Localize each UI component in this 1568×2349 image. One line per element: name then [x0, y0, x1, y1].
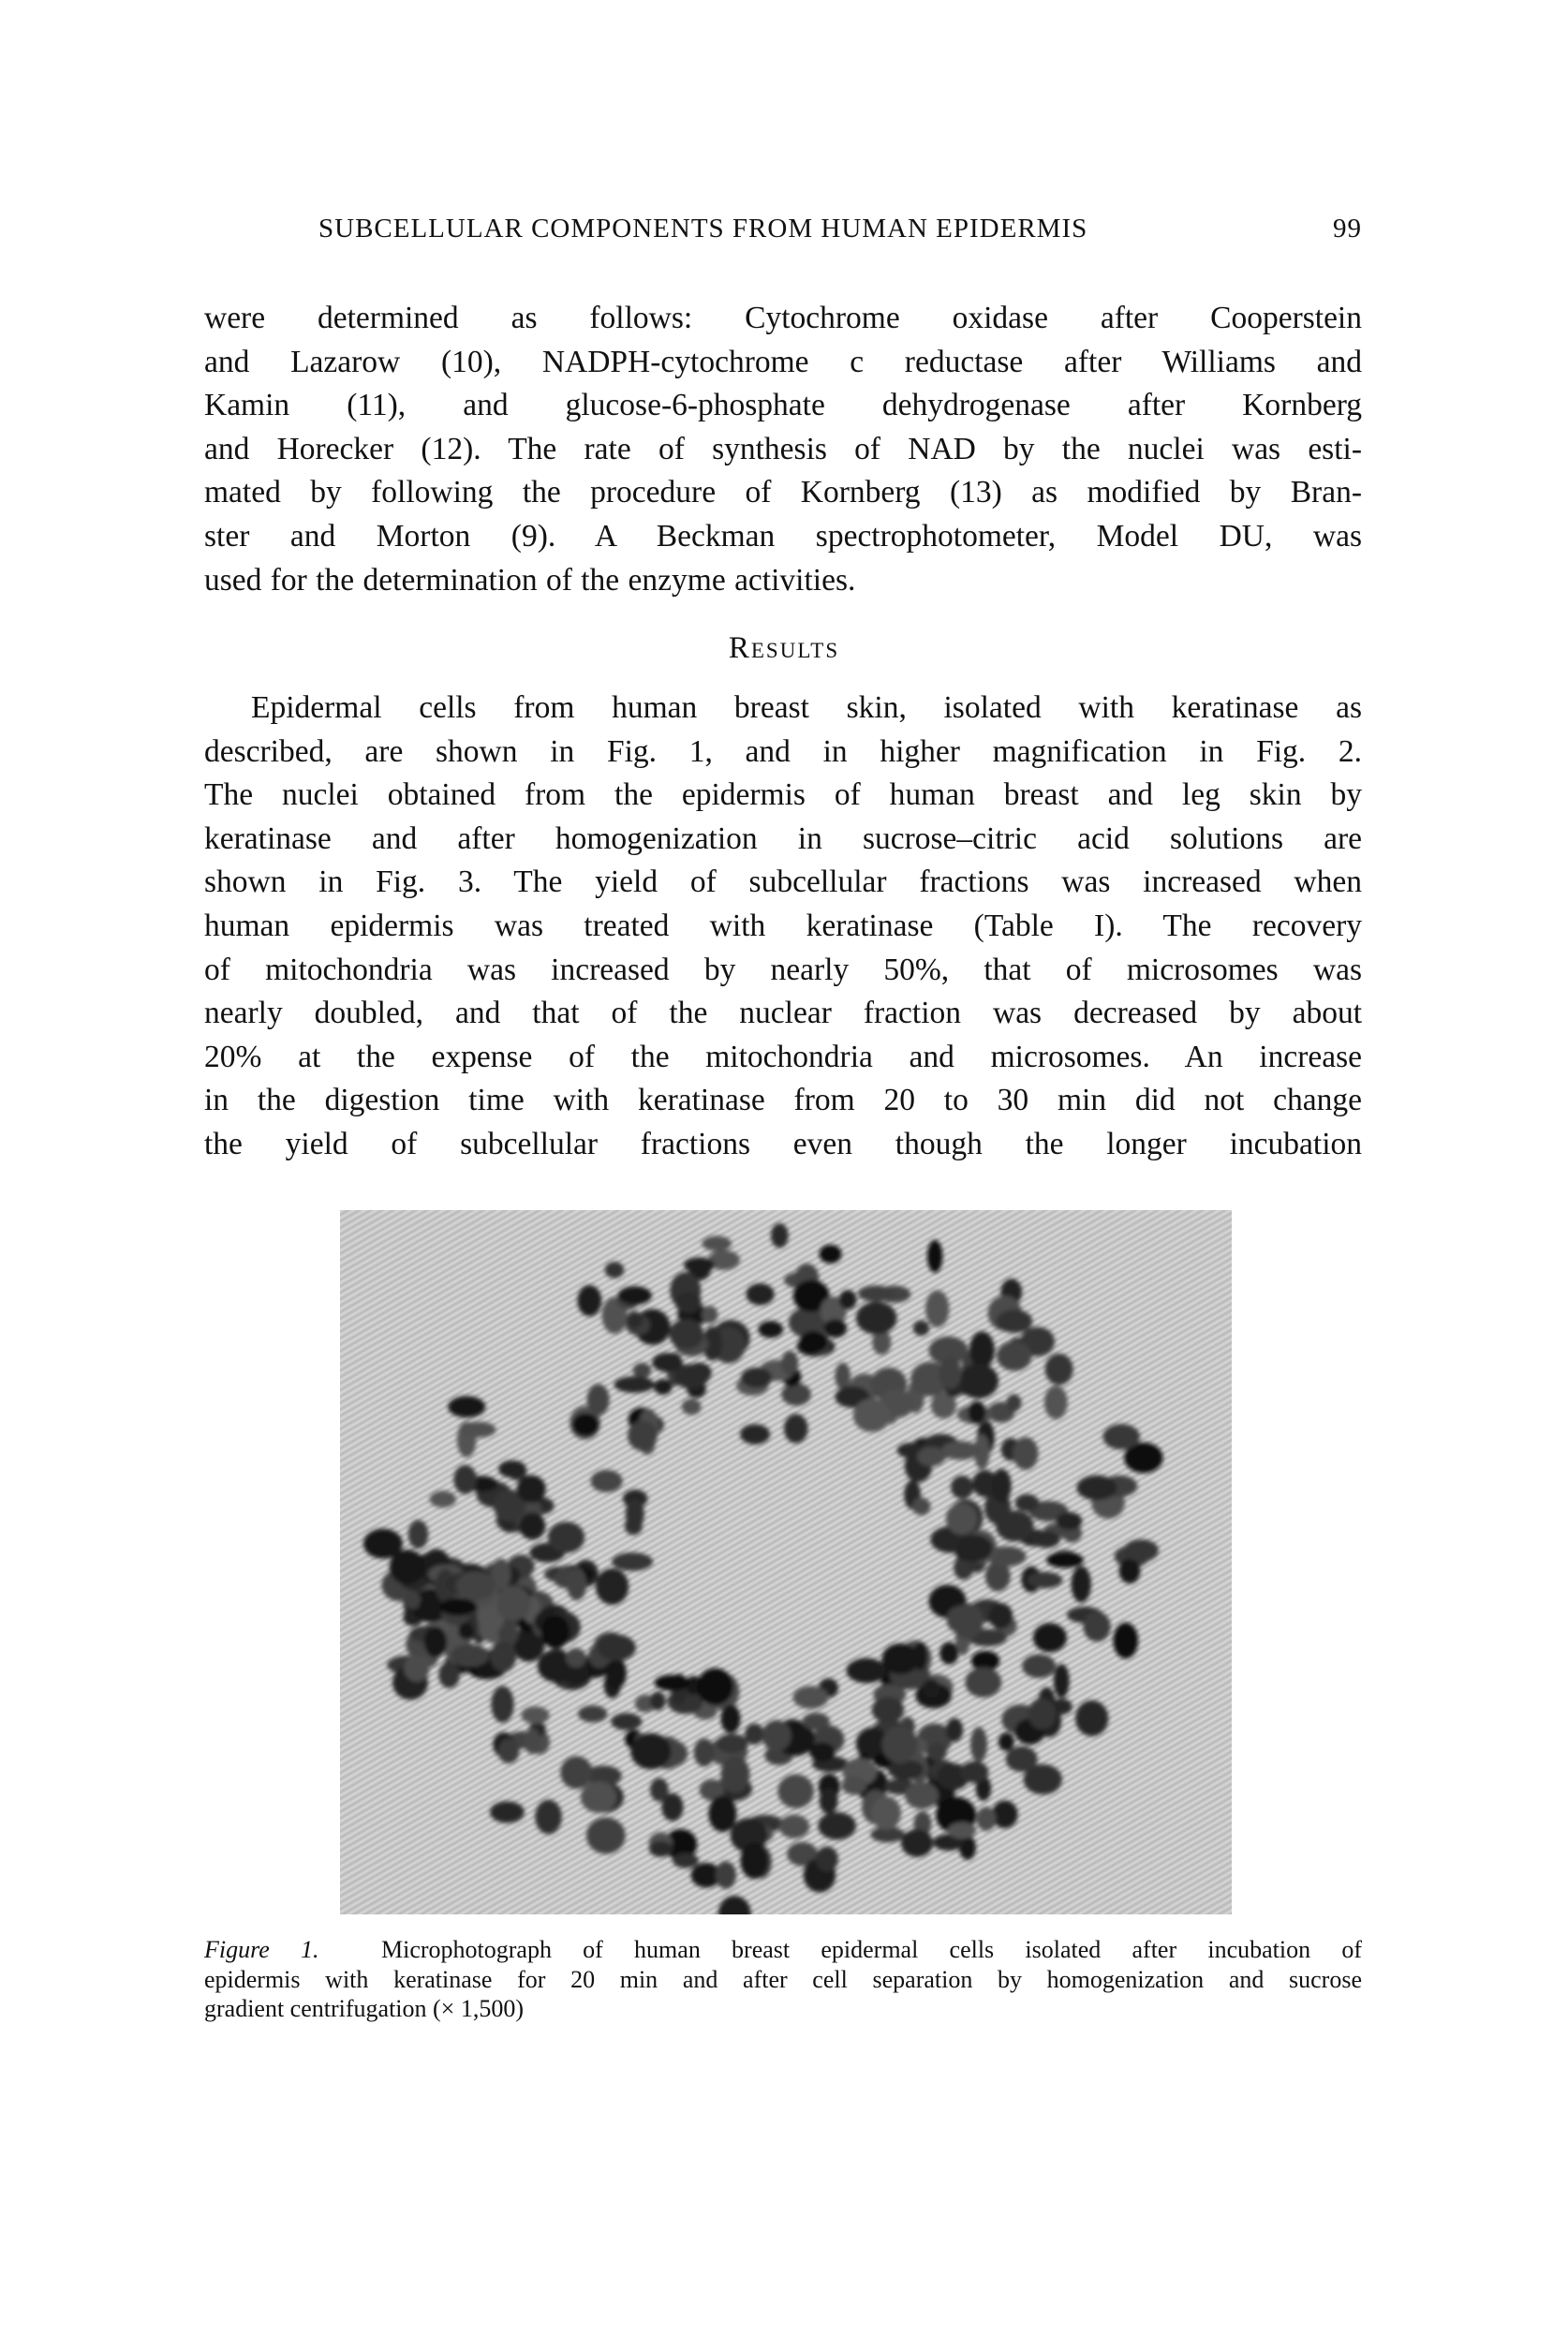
- text-line: shown in Fig. 3. The yield of subcellular fractions was increased when: [204, 864, 1362, 900]
- cell-mark: [605, 1262, 625, 1278]
- cell-mark: [998, 1733, 1014, 1751]
- cell-mark: [439, 1598, 477, 1616]
- running-title: SUBCELLULAR COMPONENTS FROM HUMAN EPIDERMIS: [318, 214, 1088, 244]
- section-heading-results: Results: [728, 631, 840, 665]
- text-line: used for the determination of the enzyme activities.: [204, 562, 856, 598]
- cell-mark: [871, 1796, 901, 1830]
- cell-mark: [1028, 1698, 1057, 1730]
- cell-mark: [519, 1513, 545, 1540]
- cell-mark: [419, 1595, 442, 1617]
- cell-mark: [430, 1491, 456, 1508]
- cell-mark: [997, 1309, 1033, 1333]
- text-line: in the digestion time with keratinase from 20 to 30 min did not change: [204, 1083, 1362, 1118]
- cell-mark: [888, 1759, 925, 1780]
- cell-mark: [596, 1569, 629, 1605]
- cell-mark: [917, 1447, 945, 1467]
- cell-mark: [581, 1781, 617, 1813]
- cell-mark: [1113, 1622, 1138, 1658]
- cell-mark: [905, 1782, 939, 1810]
- cell-mark: [586, 1817, 626, 1854]
- cell-mark: [953, 1603, 984, 1640]
- cell-mark: [404, 1655, 429, 1682]
- cell-mark: [1032, 1530, 1060, 1547]
- cell-mark: [1076, 1475, 1117, 1500]
- cell-mark: [1119, 1559, 1141, 1584]
- cell-mark: [881, 1644, 919, 1675]
- figure-caption: [204, 1935, 1362, 2024]
- text-line: ster and Morton (9). A Beckman spectrophotometer, Model DU, was: [204, 518, 1362, 554]
- cell-mark: [856, 1302, 897, 1335]
- cell-mark: [976, 1807, 996, 1831]
- cell-mark: [630, 1733, 672, 1769]
- cell-mark: [747, 1283, 775, 1305]
- cell-mark: [858, 1285, 894, 1301]
- cell-mark: [959, 1364, 999, 1398]
- cell-mark: [1075, 1700, 1108, 1736]
- cell-mark: [853, 1398, 891, 1432]
- cell-mark: [1044, 1385, 1068, 1419]
- cell-mark: [1006, 1746, 1038, 1771]
- cell-mark: [408, 1520, 429, 1549]
- paragraph-methods: [204, 297, 1362, 602]
- cell-mark: [673, 1853, 699, 1868]
- cell-mark: [682, 1398, 702, 1414]
- cell-mark: [654, 1380, 673, 1396]
- text-line: and Lazarow (10), NADPH-cytochrome c reductase after Williams and: [204, 344, 1362, 379]
- cell-mark: [424, 1626, 448, 1657]
- paragraph-results: [204, 687, 1362, 1167]
- cell-mark: [925, 1291, 949, 1328]
- cell-mark: [669, 1319, 703, 1350]
- cell-mark: [560, 1756, 592, 1789]
- cell-mark: [818, 1812, 856, 1840]
- cell-mark: [498, 1460, 525, 1477]
- cell-mark: [740, 1842, 768, 1879]
- cell-mark: [1054, 1664, 1070, 1698]
- cell-mark: [628, 1421, 658, 1451]
- cell-mark: [1124, 1540, 1159, 1562]
- caption-line: gradient centrifugation (× 1,500): [204, 1995, 524, 2022]
- cell-mark: [1013, 1437, 1038, 1470]
- cell-mark: [781, 1351, 798, 1375]
- text-line: The nuclei obtained from the epidermis of human breast and leg skin by: [204, 777, 1362, 813]
- cell-mark: [941, 1441, 980, 1460]
- cell-mark: [598, 1634, 636, 1661]
- cell-mark: [927, 1240, 942, 1273]
- cell-mark: [490, 1801, 525, 1823]
- cell-mark: [1057, 1513, 1083, 1530]
- cell-mark: [717, 1734, 748, 1753]
- cell-mark: [498, 1738, 520, 1764]
- cell-mark: [490, 1641, 516, 1672]
- cell-mark: [708, 1795, 736, 1832]
- cell-mark: [453, 1465, 477, 1494]
- cell-mark: [1022, 1654, 1056, 1677]
- cell-mark: [923, 1679, 939, 1698]
- cell-mark: [792, 1686, 828, 1708]
- text-line: were determined as follows: Cytochrome oxidase after Cooperstein: [204, 301, 1362, 335]
- cell-mark: [1072, 1566, 1091, 1603]
- cell-mark: [996, 1511, 1034, 1542]
- cell-mark: [926, 1743, 947, 1761]
- cell-mark: [611, 1713, 642, 1730]
- cell-mark: [1015, 1494, 1040, 1512]
- cell-mark: [697, 1668, 733, 1706]
- cell-mark: [458, 1623, 473, 1640]
- cell-mark: [1027, 1572, 1062, 1588]
- cell-mark: [740, 1425, 770, 1445]
- cell-mark: [779, 1815, 810, 1839]
- cell-mark: [847, 1658, 887, 1683]
- cell-mark: [820, 1788, 838, 1814]
- cell-mark: [771, 1223, 789, 1248]
- cell-mark: [939, 1357, 961, 1389]
- cell-mark: [675, 1292, 702, 1313]
- cell-mark: [390, 1550, 425, 1585]
- cell-mark: [448, 1396, 485, 1418]
- cell-mark: [809, 1742, 835, 1762]
- cell-mark: [655, 1675, 690, 1691]
- cell-mark: [784, 1414, 808, 1443]
- cell-mark: [673, 1364, 709, 1388]
- text-line: Epidermal cells from human breast skin, isolated with keratinase as: [251, 690, 1362, 725]
- cell-mark: [517, 1475, 546, 1503]
- cell-mark: [881, 1726, 917, 1764]
- cell-mark: [720, 1756, 749, 1793]
- cell-mark: [872, 1697, 905, 1723]
- cell-mark: [702, 1236, 732, 1251]
- cell-mark: [799, 1331, 828, 1353]
- cell-mark: [650, 1778, 669, 1801]
- cell-mark: [762, 1721, 791, 1751]
- cell-mark: [946, 1718, 963, 1741]
- text-line: human epidermis was treated with keratinase (Table I). The recovery: [204, 908, 1362, 943]
- cell-mark: [587, 1384, 610, 1416]
- cell-mark: [438, 1662, 460, 1688]
- cell-mark: [823, 1319, 847, 1337]
- cell-mark: [405, 1591, 421, 1609]
- cell-mark: [541, 1615, 570, 1648]
- cell-mark: [781, 1383, 811, 1406]
- cell-mark: [548, 1522, 584, 1553]
- text-line: 20% at the expense of the mitochondria and microsomes. An increase: [204, 1039, 1362, 1074]
- text-line: Kamin (11), and glucose-6-phosphate dehydrogenase after Kornberg: [204, 388, 1362, 423]
- cell-mark: [524, 1728, 540, 1754]
- cell-mark: [1083, 1612, 1110, 1642]
- cell-mark: [965, 1667, 1001, 1697]
- cell-mark: [939, 1642, 958, 1664]
- text-line: nearly doubled, and that of the nuclear fraction was decreased by about: [204, 996, 1362, 1031]
- caption-line: [204, 1935, 1362, 1965]
- cell-mark: [456, 1572, 496, 1601]
- cell-mark: [816, 1846, 838, 1871]
- cell-mark: [721, 1705, 741, 1733]
- figure-label: Figure 1.: [204, 1936, 319, 1963]
- cell-mark: [1045, 1353, 1073, 1385]
- cell-mark: [992, 1469, 1012, 1502]
- cell-mark: [989, 1603, 1013, 1630]
- cell-mark: [694, 1738, 715, 1766]
- cell-mark: [702, 1306, 717, 1323]
- caption-text: Microphotograph of human breast epidermal cells isolated after incubation of: [380, 1936, 1362, 1963]
- cell-mark: [461, 1422, 496, 1438]
- cell-mark: [491, 1686, 513, 1722]
- cell-mark: [777, 1774, 814, 1808]
- cell-mark: [820, 1245, 842, 1263]
- text-line: keratinase and after homogenization in sucrose–citric acid solutions are: [204, 820, 1362, 856]
- cell-mark: [948, 1823, 977, 1839]
- text-line: and Horecker (12). The rate of synthesis of NAD by the nuclei was esti-: [204, 431, 1362, 466]
- cell-mark: [957, 1535, 993, 1562]
- cell-mark: [572, 1412, 599, 1436]
- cell-mark: [535, 1800, 562, 1835]
- cell-mark: [633, 1363, 652, 1378]
- cell-mark: [578, 1706, 607, 1722]
- cell-mark: [618, 1286, 652, 1305]
- cell-mark: [912, 1498, 931, 1515]
- cell-mark: [716, 1861, 736, 1888]
- cell-mark: [567, 1567, 586, 1600]
- text-line: described, are shown in Fig. 1, and in higher magnification in Fig. 2.: [204, 733, 1362, 769]
- cell-mark: [969, 1401, 986, 1424]
- cell-mark: [970, 1727, 987, 1763]
- cell-mark: [913, 1321, 929, 1336]
- cell-cluster-image: [340, 1210, 1232, 1914]
- cell-mark: [649, 1841, 673, 1857]
- cell-mark: [741, 1367, 772, 1388]
- cell-mark: [626, 1499, 644, 1529]
- cell-mark: [1006, 1395, 1021, 1411]
- cell-mark: [612, 1553, 653, 1572]
- cell-mark: [627, 1311, 643, 1328]
- cell-mark: [496, 1586, 531, 1621]
- text-line: mated by following the procedure of Kornberg (13) as modified by Bran-: [204, 475, 1362, 510]
- cell-mark: [1046, 1552, 1084, 1568]
- text-line: the yield of subcellular fractions even though the longer incubation: [204, 1126, 1362, 1161]
- cell-mark: [803, 1713, 830, 1731]
- cell-mark: [1102, 1424, 1140, 1449]
- text-line: of mitochondria was increased by nearly 50%, that of microsomes was: [204, 952, 1362, 987]
- cell-mark: [960, 1762, 989, 1783]
- cell-mark: [758, 1321, 783, 1337]
- cell-mark: [650, 1692, 666, 1710]
- cell-mark: [951, 1475, 973, 1499]
- cell-mark: [614, 1376, 655, 1393]
- cell-mark: [566, 1648, 586, 1668]
- caption-line: epidermis with keratinase for 20 min and after cell separation by homogenization and sucrose: [204, 1965, 1362, 1993]
- cell-mark: [684, 1258, 715, 1273]
- cell-mark: [577, 1285, 601, 1316]
- cell-mark: [946, 1503, 977, 1535]
- cell-mark: [969, 1332, 995, 1369]
- page-number: 99: [1333, 214, 1362, 244]
- cell-mark: [992, 1800, 1018, 1828]
- figure-1-microphotograph: [340, 1210, 1232, 1914]
- cell-mark: [839, 1290, 857, 1309]
- cell-mark: [901, 1829, 933, 1856]
- cell-mark: [451, 1644, 489, 1666]
- cell-mark: [591, 1470, 623, 1493]
- cell-mark: [1033, 1623, 1067, 1652]
- cell-mark: [841, 1776, 865, 1795]
- cell-mark: [997, 1341, 1032, 1371]
- cell-mark: [521, 1706, 549, 1724]
